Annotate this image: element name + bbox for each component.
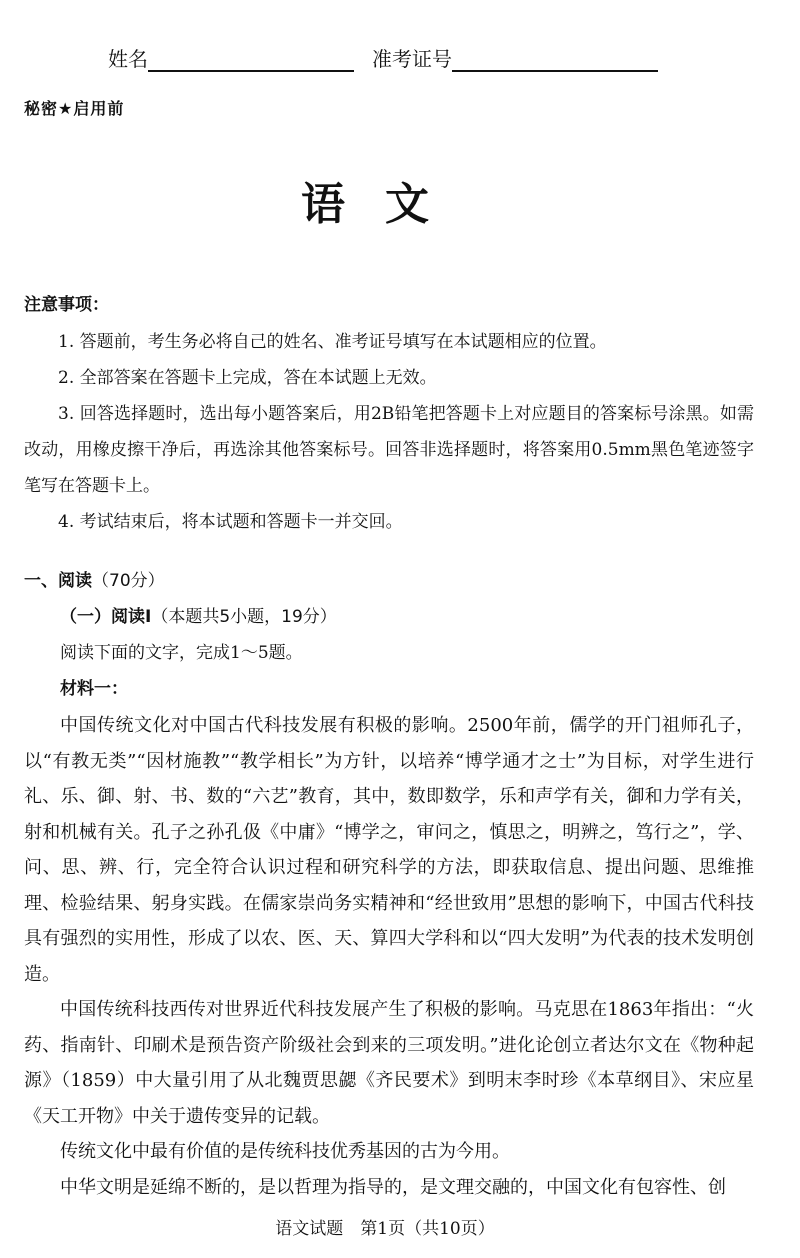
secret-mark: 秘密★启用前 — [24, 99, 125, 118]
notice-item: 1. 答题前，考生务必将自己的姓名、准考证号填写在本试题相应的位置。 — [58, 332, 607, 352]
page-title: 语文 — [301, 179, 469, 230]
notice-title: 注意事项： — [24, 295, 109, 315]
page-footer: 语文试题 第1页（共10页） — [275, 1219, 495, 1239]
passage-paragraph: 中国传统科技西传对世界近代科技发展产生了积极的影响。马克思在1863年指出：“火药、指南针、印刷术是预告资产阶级社会到来的三项发明。”进化论创立者达尔文在《物种起源》（1859）中大量引用了从北魏贾思勰《齐民要术》到明末李时珍《本草纲目》、宋应星《天工开物》中关于遗传变异的记载。 — [24, 999, 754, 1127]
passage-paragraph: 传统文化中最有价值的是传统科技优秀基因的古为今用。 — [60, 1141, 510, 1162]
name-blank — [148, 48, 354, 72]
material-label: 材料一： — [60, 679, 128, 699]
notice-item: 2. 全部答案在答题卡上完成，答在本试题上无效。 — [58, 368, 437, 388]
exam-id-blank — [452, 48, 658, 72]
subsection-title — [60, 602, 337, 627]
subsection-title-main: （一）阅读Ⅰ — [60, 607, 152, 627]
section-title-score: （70分） — [92, 571, 165, 591]
reading-instruction: 阅读下面的文字，完成1～5题。 — [60, 643, 303, 663]
subsection-title-detail: （本题共5小题，19分） — [151, 607, 337, 627]
notice-item: 4. 考试结束后，将本试题和答题卡一并交回。 — [58, 512, 403, 532]
reading-passage — [24, 708, 754, 1205]
section-title — [24, 566, 165, 591]
section-title-main: 一、阅读 — [24, 571, 92, 591]
candidate-info-row — [108, 40, 668, 72]
notice-list — [24, 324, 754, 540]
passage-paragraph: 中华文明是延绵不断的，是以哲理为指导的，是文理交融的，中国文化有包容性、创 — [60, 1176, 726, 1198]
exam-id-label: 准考证号 — [372, 47, 452, 71]
notice-item: 3. 回答选择题时，选出每小题答案后，用2B铅笔把答题卡上对应题目的答案标号涂黑。如需改动，用橡皮擦干净后，再选涂其他答案标号。回答非选择题时，将答案用0.5mm黑色笔迹签字笔写在答题卡上。 — [24, 404, 754, 496]
passage-paragraph: 中国传统文化对中国古代科技发展有积极的影响。2500年前，儒学的开门祖师孔子，以“有教无类”“因材施教”“教学相长”为方针，以培养“博学通才之士”为目标，对学生进行礼、乐、御、射、书、数的“六艺”教育，其中，数即数学，乐和声学有关，御和力学有关，射和机械有关。孔子之孙孔伋《中庸》“博学之，审问之，慎思之，明辨之，笃行之”，学、问、思、辨、行，完全符合认识过程和研究科学的方法，即获取信息、提出问题、思维推理、检验结果、躬身实践。在儒家崇尚务实精神和“经世致用”思想的影响下，中国古代科技具有强烈的实用性，形成了以农、医、天、算四大学科和以“四大发明”为代表的技术发明创造。 — [24, 715, 754, 985]
name-label: 姓名 — [108, 47, 148, 71]
